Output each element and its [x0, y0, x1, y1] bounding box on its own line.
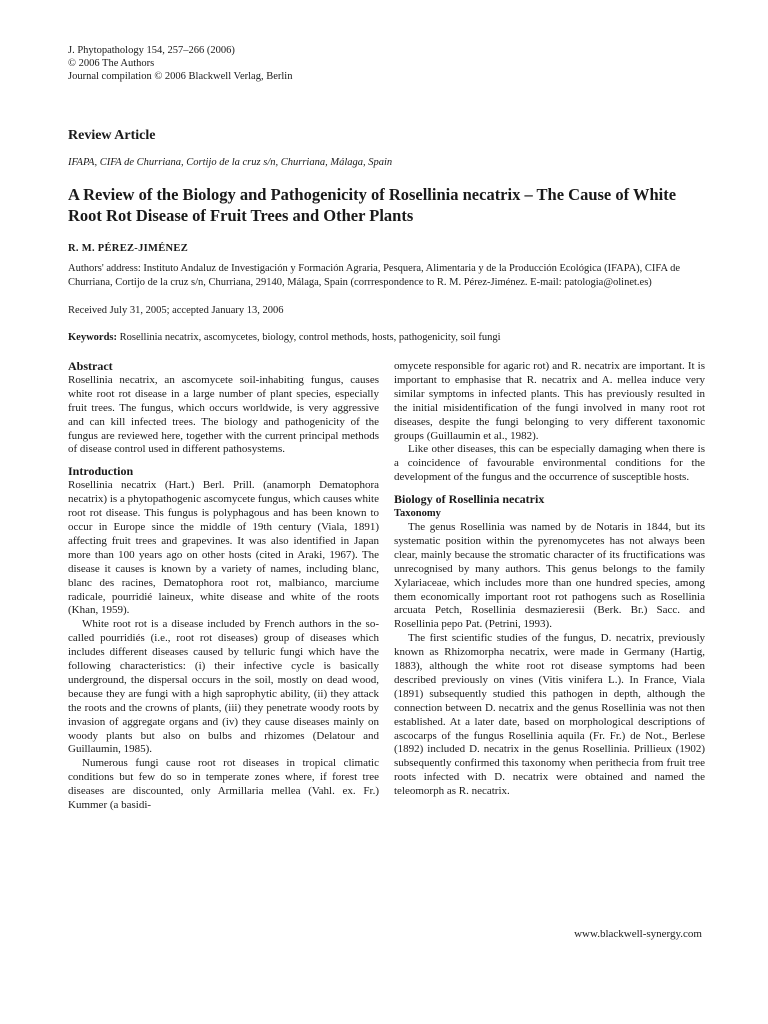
journal-compilation: Journal compilation © 2006 Blackwell Verlag, Berlin [68, 71, 293, 82]
author-name: R. M. PÉREZ-JIMÉNEZ [68, 243, 189, 254]
author-address: Authors' address: Instituto Andaluz de Investigación y Formación Agraria, Pesquera, Alimentaria y de la Producción Ecológica (IFAPA), CIFA de Churriana, Cortijo de la cruz s/n, Churriana, 29140, Málaga, Spain (corrrespondence to R. M. Pérez-Jiménez. E-mail: patologia@olinet.es) [68, 263, 681, 288]
paper-title: A Review of the Biology and Pathogenicity of Rosellinia necatrix – The Cause of White Root Rot Disease of Fruit Trees and Other Plants [68, 185, 677, 225]
copyright-authors: © 2006 The Authors [68, 58, 155, 69]
left-column [68, 360, 379, 813]
intro-paragraph-1: Rosellinia necatrix (Hart.) Berl. Prill. (anamorph Dematophora necatrix) is a phytopathogenic ascomycete fungus, which causes white root rot disease. This fungus is polyphagous and has been known to occur in Europe since the middle of 19th century (Viala, 1891) affecting fruit trees and grapevines. It was also identified in Japan more than 100 years ago on other hosts (cited in Araki, 1967). The disease it causes is known by a variety of names, including blanc, blanc des racines, Dematophora root rot, malbianco, marciume radicale, pourridié laineux, white disease and white of the roots (Khan, 1959). [68, 479, 379, 617]
abstract-heading: Abstract [68, 359, 113, 373]
intro-paragraph-3: Numerous fungi cause root rot diseases in tropical climatic conditions but few do so in temperate zones where, if forest tree diseases are discounted, only Armillaria mellea (Vahl. ex. Fr.) Kummer (a basidi- [68, 757, 379, 812]
taxonomy-heading: Taxonomy [394, 508, 441, 520]
continued-paragraph-1: omycete responsible for agaric rot) and R. necatrix are important. It is important to emphasise that R. necatrix and A. mellea induce very similar symptoms in infected plants. This has previously resulted in the initial misidentification of the fungi involved in many root rot diseases, despite the fungi belonging to very different taxonomic groups (Guillaumin et al., 1982). [394, 360, 705, 442]
taxonomy-paragraph-2: The first scientific studies of the fungus, D. necatrix, previously known as Rhizomorpha necatrix, were made in Germany (Hartig, 1883), although the white root rot disease symptoms had been described previously on vines (Vitis vinifera L.). In France, Viala (1891) subsequently studied this pathogen in depth, although the connection between D. necatrix and the genus Rosellinia was not then established. At a later date, based on morphological descriptions of ascocarps of the fungus Rosellinia aquila (Fr. Fr.) de Not., Berlese (1892) included D. necatrix in the genus Rosellinia. Prillieux (1902) subsequently confirmed this taxonomy when perithecia from fruit tree roots infected with D. necatrix were obtained and named the teleomorph as R. necatrix. [394, 632, 705, 798]
publisher-url[interactable]: www.blackwell-synergy.com [574, 928, 702, 940]
keywords-label: Keywords: [68, 332, 117, 343]
abstract-text: Rosellinia necatrix, an ascomycete soil-inhabiting fungus, causes white root rot disease in a large number of plant species, especially fruit trees. The fungus, which occurs worldwide, is very aggressive and can kill infected trees. The biology and pathogenicity of the fungus are reviewed here, together with the current principal methods of disease control used in different pathosystems. [68, 373, 379, 456]
article-type: Review Article [68, 128, 156, 143]
biology-heading: Biology of Rosellinia necatrix [394, 492, 545, 507]
introduction-heading: Introduction [68, 464, 134, 479]
keywords-line [68, 332, 501, 343]
taxonomy-paragraph-1: The genus Rosellinia was named by de Notaris in 1844, but its systematic position within the pyrenomycetes has not always been clear, mainly because the stromatic character of its fructifications was unrecognised by many authors. This genus belongs to the family Xylariaceae, which includes more than one hundred species, among them economically important root rot pathogens such as Rosellinia arcuata Petch, Rosellinia desmazieresii (Berk. Br.) Sacc. and Rosellinia pepo Pat. (Petrini, 1993). [394, 520, 705, 631]
journal-header [68, 44, 292, 83]
affiliation: IFAPA, CIFA de Churriana, Cortijo de la cruz s/n, Churriana, Málaga, Spain [68, 157, 393, 168]
continued-paragraph-2: Like other diseases, this can be especially damaging when there is a coincidence of favourable environmental conditions for the development of the fungus and the occurrence of susceptible hosts. [394, 443, 705, 484]
keywords-list: Rosellinia necatrix, ascomycetes, biology, control methods, hosts, pathogenicity, soil fungi [119, 332, 501, 343]
right-column [394, 360, 705, 799]
journal-citation: J. Phytopathology 154, 257–266 (2006) [68, 45, 235, 56]
received-dates: Received July 31, 2005; accepted January 13, 2006 [68, 305, 284, 316]
intro-paragraph-2: White root rot is a disease included by French authors in the so-called pourridiés (i.e., root rot diseases) group of diseases which includes different diseases caused by telluric fungi which have the following characteristics: (i) their infective cycle is basically underground, the dispersal occurs in the soil, mostly on dead wood, because they are fungi with a high saprophytic ability, (ii) they attack the roots and the crowns of plants, (iii) they penetrate woody roots by invasion of aggregate organs and (iv) they cause diseases mainly on woody plants but also on bulbs and rhizomes (Delatour and Guillaumin, 1985). [68, 618, 379, 756]
